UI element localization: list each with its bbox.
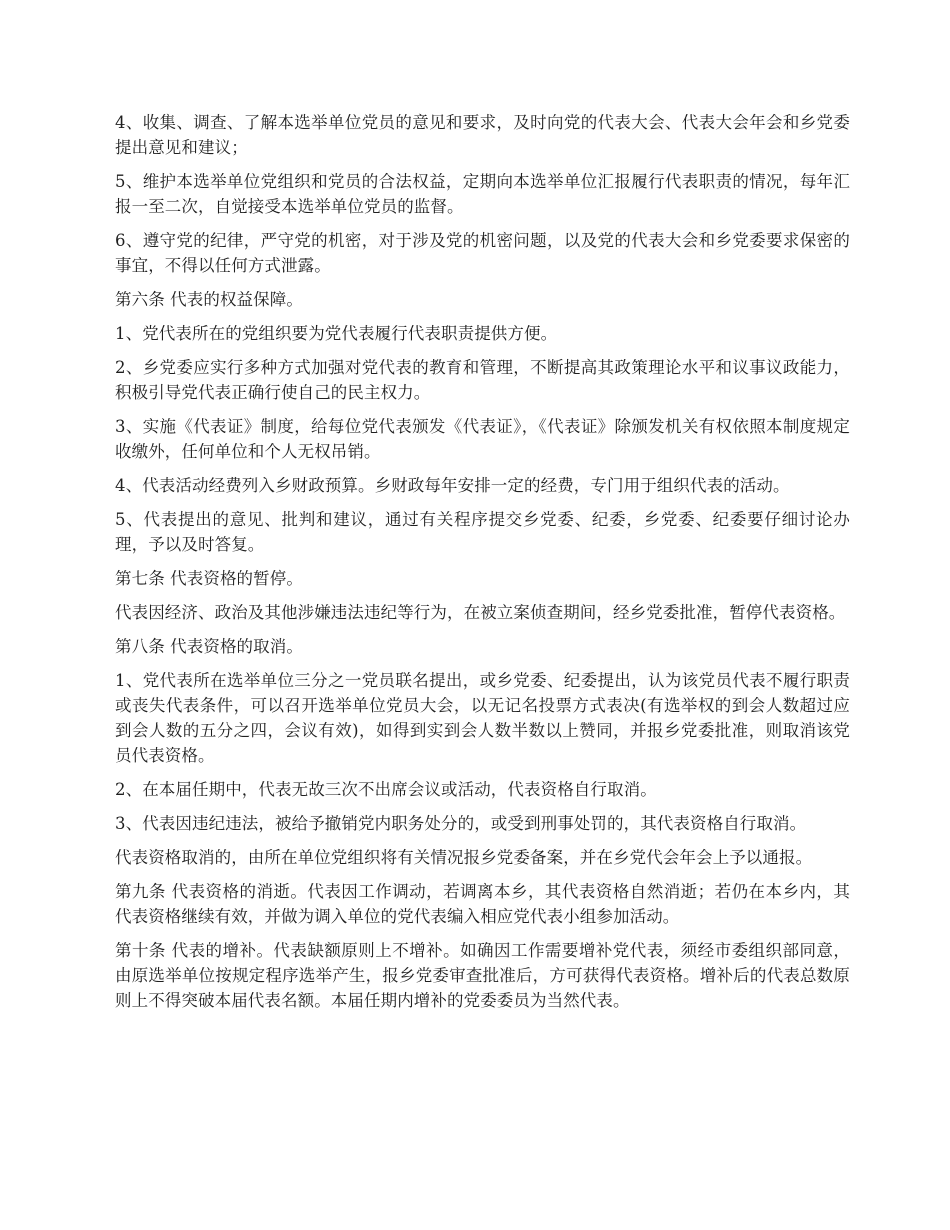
paragraph-item-6-keep-secrets: 6、遵守党的纪律，严守党的机密，对于涉及党的机密问题，以及党的代表大会和乡党委要求保密的事宜，不得以任何方式泄露。 [115,231,850,275]
paragraph-article-8-item-2: 2、在本届任期中，代表无故三次不出席会议或活动，代表资格自行取消。 [115,780,657,799]
paragraph-article-6-item-1: 1、党代表所在的党组织要为党代表履行代表职责提供方便。 [115,324,558,343]
document-page [115,110,850,1022]
article-6-heading: 第六条 代表的权益保障。 [115,290,303,309]
paragraph-article-6-item-5: 5、代表提出的意见、批判和建议，通过有关程序提交乡党委、纪委，乡党委、纪委要仔细讨论办理，予以及时答复。 [115,510,850,554]
paragraph-article-6-item-3: 3、实施《代表证》制度，给每位党代表颁发《代表证》，《代表证》除颁发机关有权依照本制度规定收缴外，任何单位和个人无权吊销。 [115,417,850,461]
paragraph-item-5-protect-rights: 5、维护本选举单位党组织和党员的合法权益，定期向本选举单位汇报履行代表职责的情况，每年汇报一至二次，自觉接受本选举单位党员的监督。 [115,172,850,216]
article-7-heading: 第七条 代表资格的暂停。 [115,569,303,588]
paragraph-article-8-closing: 代表资格取消的，由所在单位党组织将有关情况报乡党委备案，并在乡党代会年会上予以通报。 [115,848,813,867]
article-8-heading: 第八条 代表资格的取消。 [115,637,303,656]
paragraph-article-8-item-1: 1、党代表所在选举单位三分之一党员联名提出，或乡党委、纪委提出，认为该党员代表不履行职责或丧失代表条件，可以召开选举单位党员大会，以无记名投票方式表决(有选举权的到会人数超过应到会人数的五分之四，会议有效)，如得到实到会人数半数以上赞同，并报乡党委批准，则取消该党员代表资格。 [115,671,850,765]
paragraph-item-4-collect-opinions: 4、收集、调查、了解本选举单位党员的意见和要求，及时向党的代表大会、代表大会年会和乡党委提出意见和建议； [115,113,850,157]
paragraph-article-9: 第九条 代表资格的消逝。代表因工作调动，若调离本乡，其代表资格自然消逝；若仍在本乡内，其代表资格继续有效，并做为调入单位的党代表编入相应党代表小组参加活动。 [115,882,850,926]
paragraph-article-6-item-4: 4、代表活动经费列入乡财政预算。乡财政每年安排一定的经费，专门用于组织代表的活动。 [115,476,790,495]
paragraph-article-8-item-3: 3、代表因违纪违法，被给予撤销党内职务处分的，或受到刑事处罚的，其代表资格自行取消。 [115,814,807,833]
paragraph-article-10: 第十条 代表的增补。代表缺额原则上不增补。如确因工作需要增补党代表，须经市委组织部同意，由原选举单位按规定程序选举产生，报乡党委审查批准后，方可获得代表资格。增补后的代表总数原则上不得突破本届代表名额。本届任期内增补的党委委员为当然代表。 [115,941,850,1010]
paragraph-article-7-body: 代表因经济、政治及其他涉嫌违法违纪等行为，在被立案侦查期间，经乡党委批准，暂停代表资格。 [115,603,846,622]
paragraph-article-6-item-2: 2、乡党委应实行多种方式加强对党代表的教育和管理，不断提高其政策理论水平和议事议政能力，积极引导党代表正确行使自己的民主权力。 [115,358,850,402]
